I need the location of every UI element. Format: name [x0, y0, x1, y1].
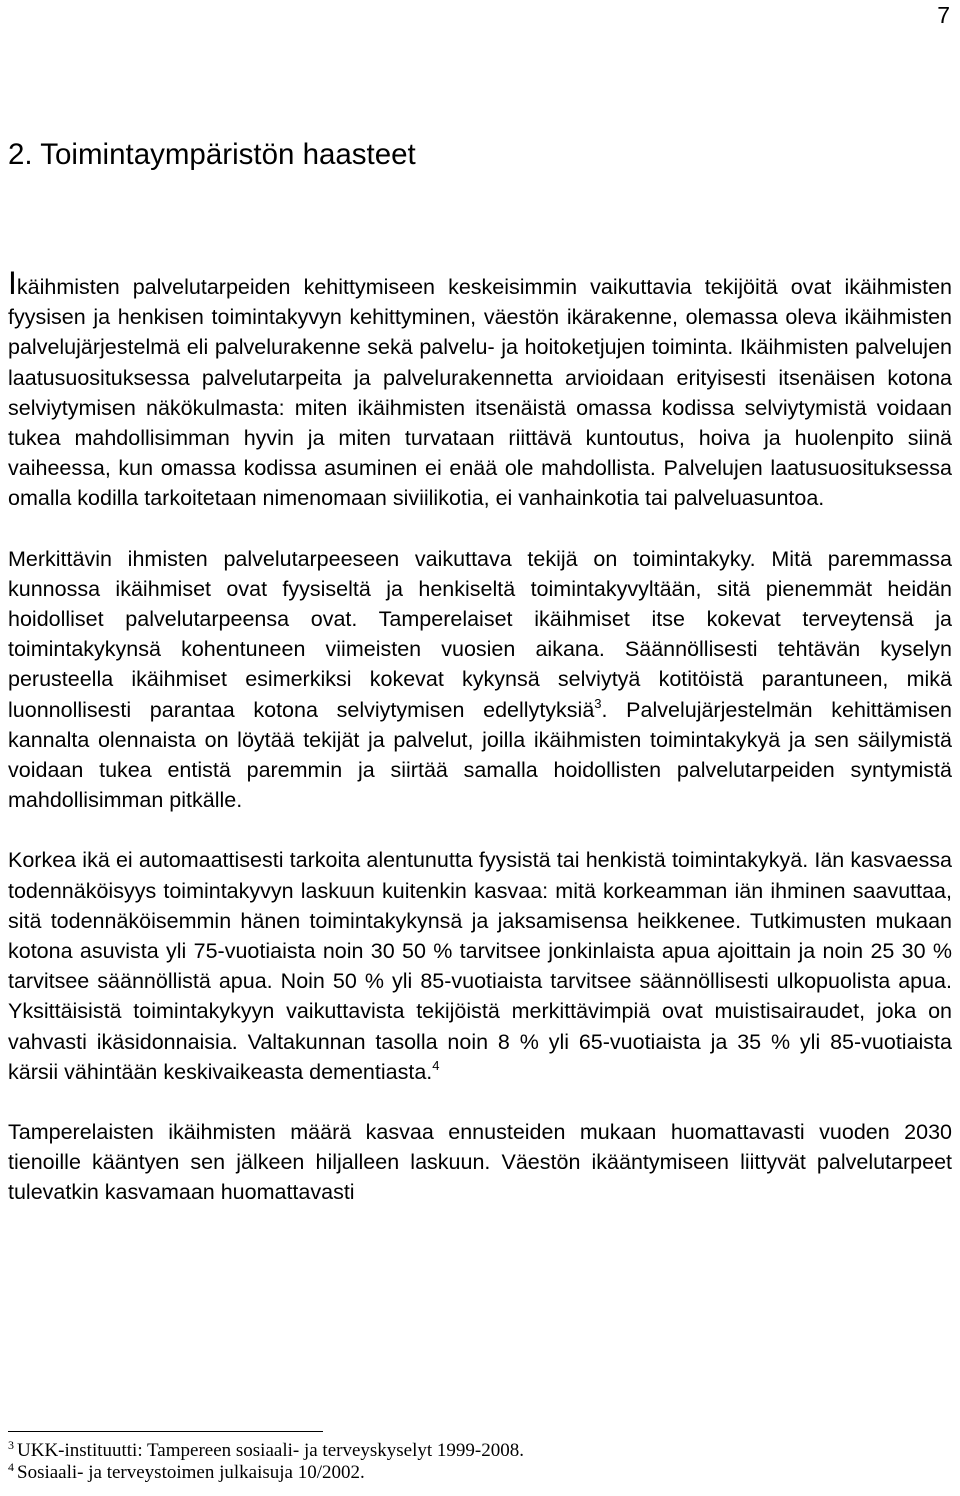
- footnote-text: Sosiaali- ja terveystoimen julkaisuja 10/2002.: [17, 1462, 365, 1483]
- paragraph-3-text: Korkea ikä ei automaattisesti tarkoita alentunutta fyysistä tai henkistä toimintakykyä. Iän kasvaessa todennäköisyys toimintakyvyn laskuun kuitenkin kasvaa: mitä korkeamman iän ihminen saavuttaa, sitä todennäköisemmin hänen toimintakykynsä ja jaksamisensa heikkenee. Tutkimusten mukaan kotona asuvista yli 75-vuotiaista noin 30 50 % tarvitsee jonkinlaista apua ajoittain ja noin 25 30 % tarvitsee säännöllistä apua. Noin 50 % yli 85-vuotiaista tarvitsee säännöllisesti ulkopuolista apua. Yksittäisistä toimintakykyyn vaikuttavista tekijöistä merkittävimpiä ovat muistisairaudet, joka on vahvasti ikäsidonnaisia. Valtakunnan tasolla noin 8 % yli 65-vuotiaista ja 35 % yli 85-vuotiaista kärsii vähintään keskivaikeasta dementiasta.: [8, 848, 952, 1084]
- paragraph-3: [8, 845, 952, 1087]
- paragraph-2: [8, 544, 952, 816]
- footnote-ref-4[interactable]: 4: [432, 1057, 440, 1073]
- paragraph-4-text: Tamperelaisten ikäihmisten määrä kasvaa ennusteiden mukaan huomattavasti vuoden 2030 tienoille kääntyen sen jälkeen hiljalleen laskuun. Väestön ikääntymiseen liittyvät palvelutarpeet tulevatkin kasvamaan huomattavasti: [8, 1120, 952, 1205]
- paragraph-1: [8, 265, 952, 514]
- footnote-4: [8, 1462, 524, 1484]
- footnotes: [8, 1440, 524, 1484]
- section-heading: 2. Toimintaympäristön haasteet: [8, 138, 416, 171]
- footnote-3: [8, 1440, 524, 1462]
- paragraph-4: [8, 1117, 952, 1208]
- footnote-number: 4: [8, 1460, 14, 1474]
- body-text: [8, 265, 952, 1208]
- paragraph-1-text: käihmisten palvelutarpeiden kehittymiseen keskeisimmin vaikuttavia tekijöitä ovat ikäihmisten fyysisen ja henkisen toimintakyvyn kehittyminen, väestön ikärakenne, olemassa oleva ikäihmisten palvelujärjestelmä eli palvelurakenne sekä palvelu- ja hoitoketjujen toiminta. Ikäihmisten palvelujen laatusuosituksessa palvelutarpeita ja palvelurakennetta arvioidaan erityisesti itsenäisen kotona selviytymisen näkökulmasta: miten ikäihmisten itsenäistä omassa kodissa selviytymistä voidaan tukea mahdollisimman hyvin ja miten turvataan riittävä kuntoutus, hoiva ja huolenpito siinä vaiheessa, kun omassa kodissa asuminen ei enää ole mahdollista. Palvelujen laatusuosituksessa omalla kodilla tarkoitetaan nimenomaan siviilikotia, ei vanhainkotia tai palveluasuntoa.: [8, 275, 952, 511]
- paragraph-2-text-a: Merkittävin ihmisten palvelutarpeeseen vaikuttava tekijä on toimintakyky. Mitä paremmassa kunnossa ikäihmiset ovat fyysiseltä ja henkiseltä toimintakyvyltään, sitä pienemmät heidän hoidolliset palvelutarpeensa ovat. Tamperelaiset ikäihmiset itse kokevat terveytensä ja toimintakykynsä kohentuneen viimeisten vuosien aikana. Säännöllisesti tehtävän kyselyn perusteella ikäihmiset esimerkiksi kokevat kykynsä selviytyä kotitöistä parantuneen, mikä luonnollisesti parantaa kotona selviytymisen edellytyksiä: [8, 546, 952, 722]
- drop-cap: I: [8, 265, 17, 301]
- footnote-ref-3[interactable]: 3: [594, 695, 602, 711]
- paragraph-2-text-b: . Palvelujärjestelmän kehittämisen kannalta olennaista on löytää tekijät ja palvelut, joilla ikäihmisten toimintakykyä ja sen säilymistä voidaan tukea entistä paremmin ja siirtää samalla hoidollisten palvelutarpeiden syntymistä mahdollisimman pitkälle.: [8, 697, 952, 813]
- footnote-number: 3: [8, 1438, 14, 1452]
- footnote-text: UKK-instituutti: Tampereen sosiaali- ja terveyskyselyt 1999-2008.: [17, 1440, 524, 1461]
- page-number: 7: [937, 2, 950, 28]
- footnote-separator: [8, 1431, 323, 1432]
